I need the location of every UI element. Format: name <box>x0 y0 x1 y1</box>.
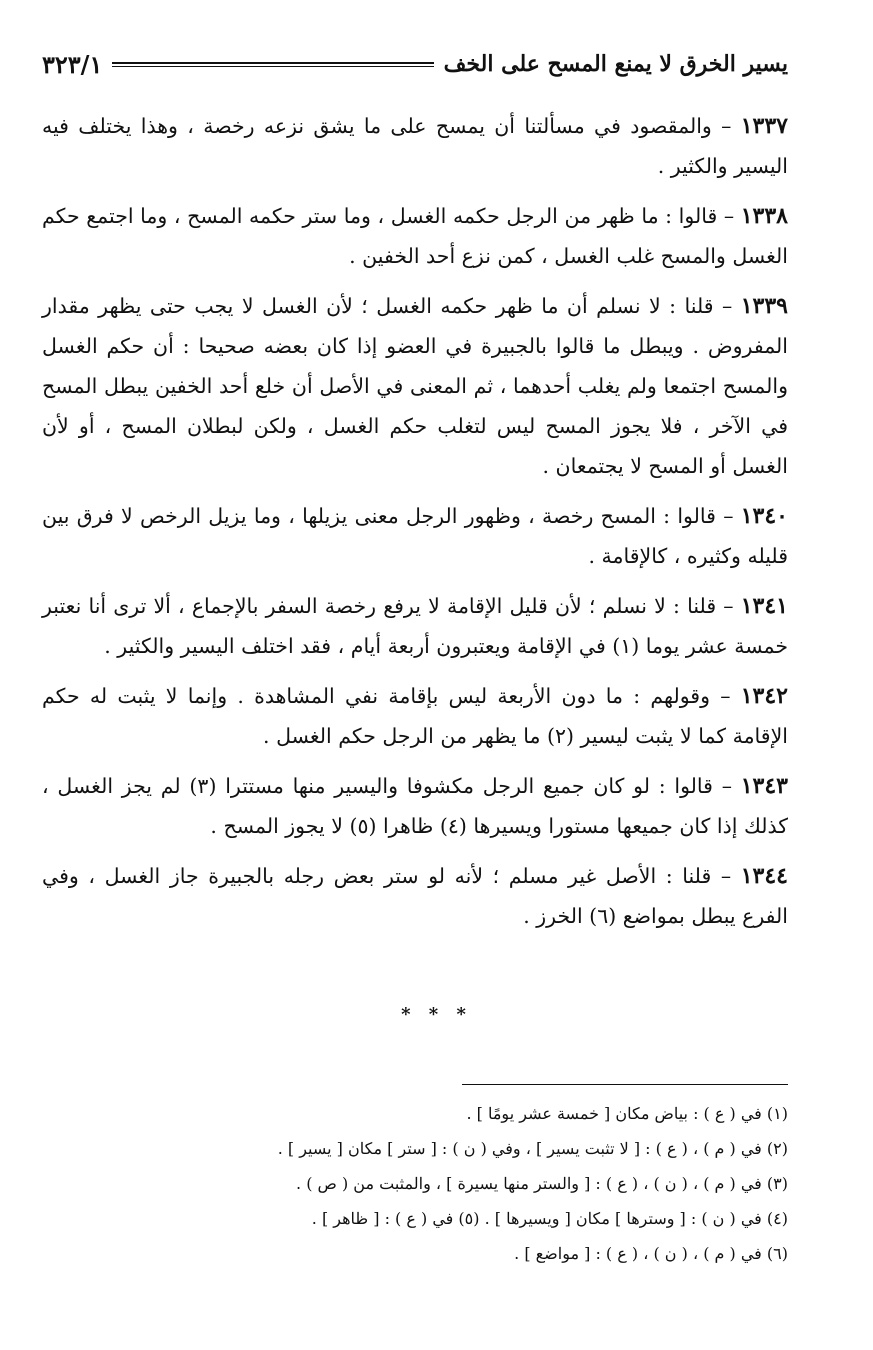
paragraph-text: قالوا : لو كان جميع الرجل مكشوفا واليسير منها مستترا (٣) لم يجز الغسل ، كذلك إذا كان جميعها مستورا ويسيرها (٤) ظاهرا (٥) لا يجوز المسح . <box>42 774 788 838</box>
section-separator: * * * <box>401 1004 472 1025</box>
paragraph-number: ١٣٣٧ <box>740 113 788 139</box>
paragraph-number: ١٣٤٣ <box>740 773 788 799</box>
running-header <box>42 42 788 86</box>
paragraph-text: والمقصود في مسألتنا أن يمسح على ما يشق نزعه رخصة ، وهذا يختلف فيه اليسير والكثير . <box>42 114 788 178</box>
footnote: (٦) في ( م ) ، ( ن ) ، ( ع ) : [ مواضع ] . <box>514 1244 788 1263</box>
page-number: ٣٢٣/١ <box>42 49 103 79</box>
paragraph-number: ١٣٣٩ <box>740 293 788 319</box>
footnote: (٢) في ( م ) ، ( ع ) : [ لا تثبت يسير ] ، وفي ( ن ) : [ ستر ] مكان [ يسير ] . <box>277 1139 788 1158</box>
paragraph-text: قالوا : ما ظهر من الرجل حكمه الغسل ، وما ستر حكمه المسح ، وما اجتمع حكم الغسل والمسح غلب الغسل ، كمن نزع أحد الخفين . <box>42 204 788 268</box>
paragraph: ١٣٤١ – قلنا : لا نسلم ؛ لأن قليل الإقامة لا يرفع رخصة السفر بالإجماع ، ألا ترى أنا نعتبر خمسة عشر يوما (١) في الإقامة ويعتبرون أربعة أيام ، فقد اختلف اليسير والكثير . <box>42 593 788 658</box>
footnote: (٣) في ( م ) ، ( ن ) ، ( ع ) : [ والستر منها يسيرة ] ، والمثبت من ( ص ) . <box>296 1174 788 1193</box>
footnotes <box>42 1096 788 1271</box>
main-text <box>42 106 788 946</box>
paragraph: ١٣٤٢ – وقولهم : ما دون الأربعة ليس بإقامة نفي المشاهدة . وإنما لا يثبت له حكم الإقامة كما لا يثبت ليسير (٢) ما يظهر من الرجل حكم الغسل . <box>42 683 788 748</box>
paragraph-number: ١٣٤٢ <box>740 683 788 709</box>
header-rule <box>112 62 433 67</box>
paragraph: ١٣٣٧ – والمقصود في مسألتنا أن يمسح على ما يشق نزعه رخصة ، وهذا يختلف فيه اليسير والكثير . <box>42 113 788 178</box>
paragraph-number: ١٣٣٨ <box>740 203 788 229</box>
paragraph-number: ١٣٤٠ <box>740 503 788 529</box>
paragraph-number: ١٣٤١ <box>740 593 788 619</box>
header-title: يسير الخرق لا يمنع المسح على الخف <box>443 51 788 77</box>
paragraph: ١٣٣٨ – قالوا : ما ظهر من الرجل حكمه الغسل ، وما ستر حكمه المسح ، وما اجتمع حكم الغسل والمسح غلب الغسل ، كمن نزع أحد الخفين . <box>42 203 788 268</box>
footnote-rule <box>462 1084 788 1085</box>
paragraph: ١٣٤٠ – قالوا : المسح رخصة ، وظهور الرجل معنى يزيلها ، وما يزيل الرخص لا فرق بين قليله وكثيره ، كالإقامة . <box>42 503 788 568</box>
paragraph-text: وقولهم : ما دون الأربعة ليس بإقامة نفي المشاهدة . وإنما لا يثبت له حكم الإقامة كما لا يثبت ليسير (٢) ما يظهر من الرجل حكم الغسل . <box>42 684 788 748</box>
paragraph: ١٣٣٩ – قلنا : لا نسلم أن ما ظهر حكمه الغسل ؛ لأن الغسل لا يجب حتى يظهر مقدار المفروض . ويبطل ما قالوا بالجبيرة في العضو إذا كان بعضه صحيحا : أن حكم الغسل والمسح اجتمعا ولم يغلب أحدهما ، ثم المعنى في الأصل أن خلع أحد الخفين يبطل المسح في الآخر ، فلا يجوز المسح ليس لتغلب حكم الغسل ، ولكن لبطلان المسح ، أو لأن الغسل أو المسح لا يجتمعان . <box>42 293 788 478</box>
paragraph: ١٣٤٣ – قالوا : لو كان جميع الرجل مكشوفا واليسير منها مستترا (٣) لم يجز الغسل ، كذلك إذا كان جميعها مستورا ويسيرها (٤) ظاهرا (٥) لا يجوز المسح . <box>42 773 788 838</box>
footnote: (١) في ( ع ) : بياض مكان [ خمسة عشر يومًا ] . <box>466 1104 788 1123</box>
paragraph-text: قلنا : لا نسلم أن ما ظهر حكمه الغسل ؛ لأن الغسل لا يجب حتى يظهر مقدار المفروض . ويبطل ما قالوا بالجبيرة في العضو إذا كان بعضه صحيحا : أن حكم الغسل والمسح اجتمعا ولم يغلب أحدهما ، ثم المعنى في الأصل أن خلع أحد الخفين يبطل المسح في الآخر ، فلا يجوز المسح ليس لتغلب حكم الغسل ، ولكن لبطلان المسح ، أو لأن الغسل أو المسح لا يجتمعان . <box>42 294 788 478</box>
footnote: (٤) في ( ن ) : [ وسترها ] مكان [ ويسيرها ] . (٥) في ( ع ) : [ ظاهر ] . <box>311 1209 788 1228</box>
paragraph-text: قلنا : الأصل غير مسلم ؛ لأنه لو ستر بعض رجله بالجبيرة جاز الغسل ، وفي الفرع يبطل بمواضع (٦) الخرز . <box>42 864 788 928</box>
paragraph-text: قالوا : المسح رخصة ، وظهور الرجل معنى يزيلها ، وما يزيل الرخص لا فرق بين قليله وكثيره ، كالإقامة . <box>42 504 788 568</box>
paragraph-number: ١٣٤٤ <box>740 863 788 889</box>
paragraph: ١٣٤٤ – قلنا : الأصل غير مسلم ؛ لأنه لو ستر بعض رجله بالجبيرة جاز الغسل ، وفي الفرع يبطل بمواضع (٦) الخرز . <box>42 863 788 928</box>
paragraph-text: قلنا : لا نسلم ؛ لأن قليل الإقامة لا يرفع رخصة السفر بالإجماع ، ألا ترى أنا نعتبر خمسة عشر يوما (١) في الإقامة ويعتبرون أربعة أيام ، فقد اختلف اليسير والكثير . <box>42 594 788 658</box>
